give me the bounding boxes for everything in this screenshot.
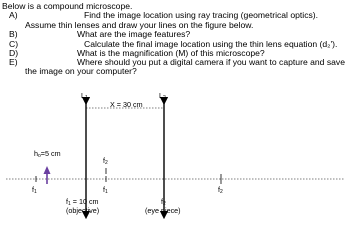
eyepiece-focal-label: $f_2$ [161,197,166,207]
lens-1-label: $L_1$ [81,91,88,101]
item-d-letter: D) [9,48,19,58]
item-e-letter: E) [9,57,18,67]
focal-f1-left-label: $f_1$ [32,185,37,195]
item-b-letter: B) [9,29,18,39]
item-a-text: Find the image location using ray tracing (geometrical optics). [84,10,319,20]
objective-caption: (objective) [66,206,100,215]
item-e-text-2: the image on your computer? [25,66,137,76]
item-b-text: What are the image features? [77,29,191,39]
objective-focal-label: $f_1 = 10$ cm [66,197,99,207]
item-e-text: Where should you put a digital camera if you want to capture and save [77,57,345,67]
eyepiece-caption: (eye piece) [145,206,181,215]
lens-2-label: $L_2$ [159,91,166,101]
intro-text: Below is a compound microscope. [2,1,133,11]
separation-label: X = 30 cm [110,100,143,109]
focal-f2-left-label: $f_2$ [103,156,108,166]
item-c-letter: C) [9,39,19,49]
object-height-label: $h_o=5$ cm [34,149,61,159]
focal-f1-right-label: $f_1$ [103,185,108,195]
focal-f2-right-label: $f_2$ [218,185,223,195]
item-a-text-2: Assume thin lenses and draw your lines on the figure below. [25,20,254,30]
object-arrow-head [44,166,51,174]
item-d-text: What is the magnification (M) of this microscope? [77,48,265,58]
item-c-text: Calculate the final image location using the thin lens equation (d₂'). [84,39,338,49]
item-a-letter: A) [9,10,18,20]
